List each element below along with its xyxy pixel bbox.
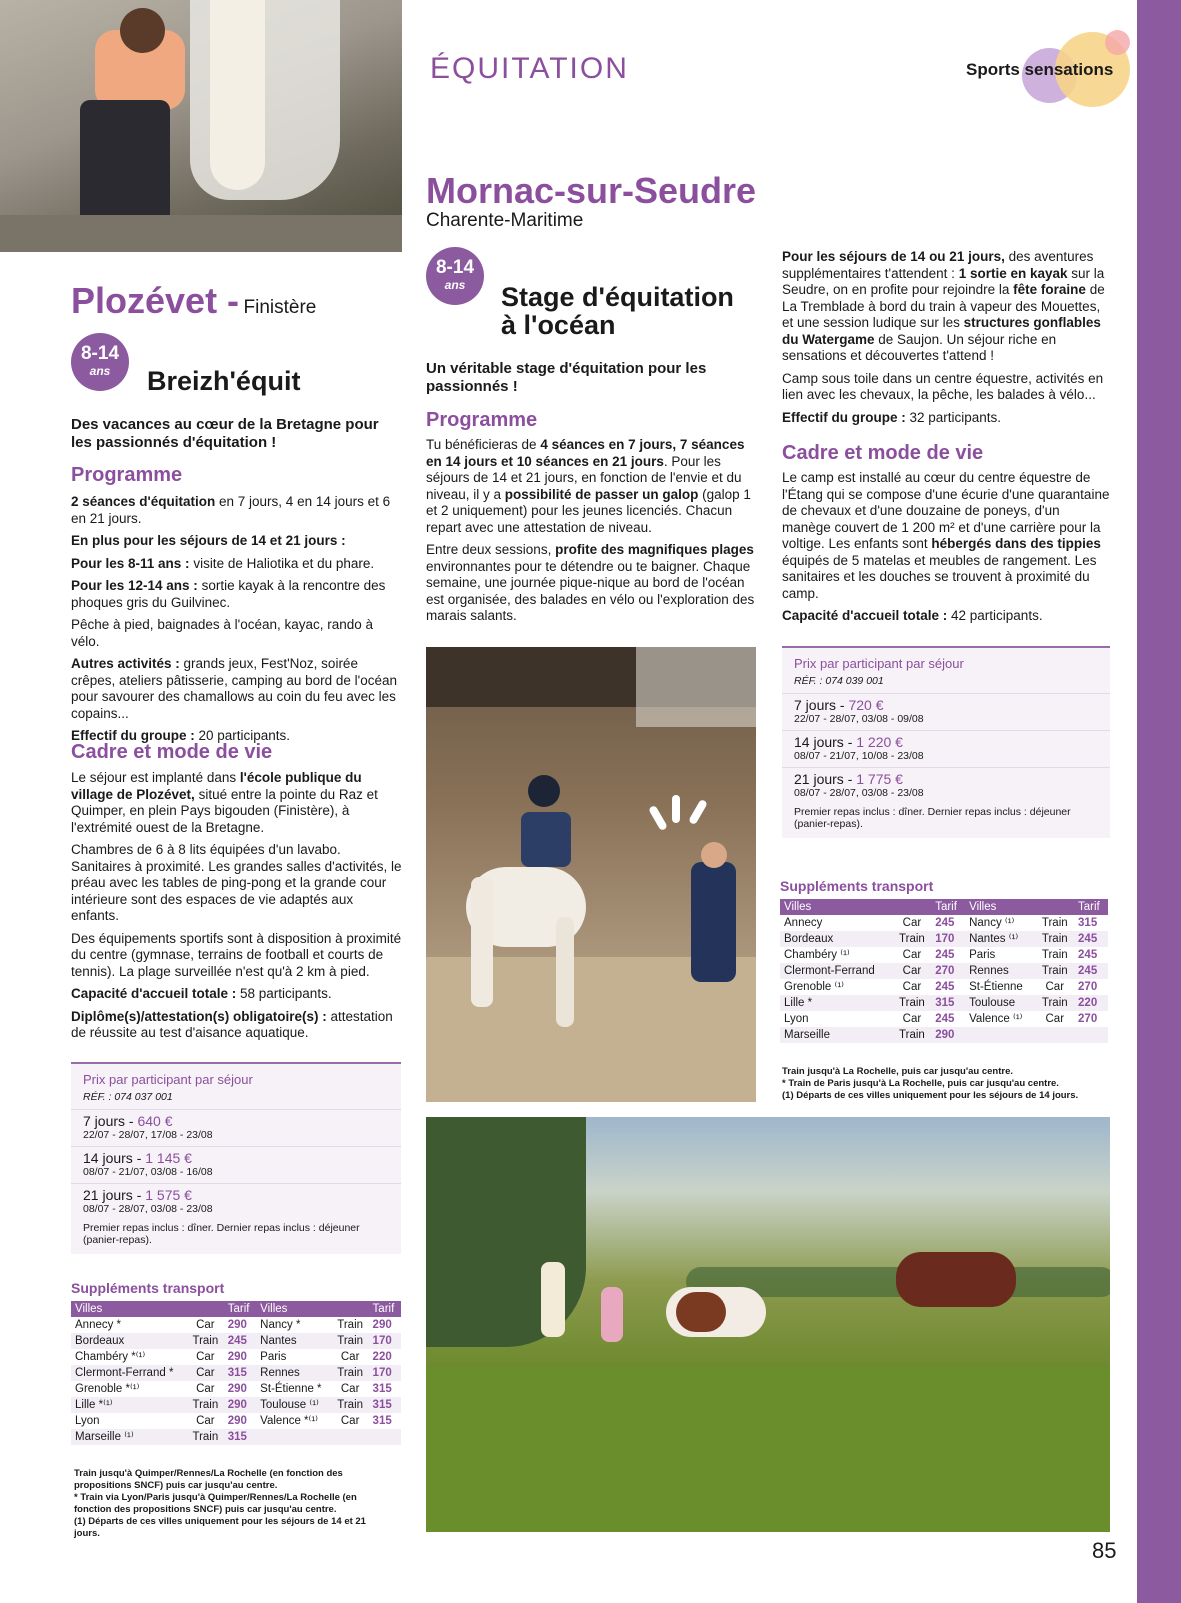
transport-price: 245 xyxy=(1074,963,1108,979)
transport-city: Nancy ⁽¹⁾ xyxy=(969,916,1015,929)
transport-row xyxy=(71,1429,401,1445)
price-duration xyxy=(794,697,1098,713)
price-dates: 22/07 - 28/07, 17/08 - 23/08 xyxy=(83,1129,213,1141)
transport-price: 220 xyxy=(1074,995,1108,1011)
left-transport-title: Suppléments transport xyxy=(71,1280,225,1296)
transport-city: Marseille xyxy=(780,1027,893,1043)
left-heading xyxy=(71,280,316,322)
transport-note: (1) Départs de ces villes uniquement pour les séjours de 14 jours. xyxy=(782,1090,1079,1101)
price-label: 7 jours - xyxy=(83,1113,138,1129)
price-duration xyxy=(794,734,1098,750)
programme-bold: En plus pour les séjours de 14 et 21 jours : xyxy=(71,533,346,548)
transport-city: Lyon xyxy=(784,1012,809,1025)
right-transport-table xyxy=(780,899,1108,1043)
transport-city: St-Étienne xyxy=(969,980,1023,993)
price-header: Prix par participant par séjour xyxy=(83,1072,253,1087)
transport-city: Bordeaux xyxy=(71,1333,187,1349)
programme-text: grands jeux, Fest'Noz, soirée crêpes, ateliers pâtisserie, camping au bord de l'océan pour savourer des chamallows au coin du feu avec les copains... xyxy=(71,656,398,721)
price-value: 1 775 € xyxy=(856,771,903,787)
price-dates: 08/07 - 28/07, 03/08 - 23/08 xyxy=(83,1203,213,1215)
left-region: Finistère xyxy=(243,297,317,318)
price-row xyxy=(782,730,1110,767)
transport-price: 170 xyxy=(931,931,965,947)
transport-mode: Train xyxy=(1036,995,1075,1011)
transport-header xyxy=(1036,899,1075,915)
transport-price: 290 xyxy=(227,1382,247,1395)
left-cadre-title: Cadre et mode de vie xyxy=(71,741,273,763)
transport-price: 170 xyxy=(369,1365,401,1381)
transport-price: 290 xyxy=(224,1397,256,1413)
transport-mode: Car xyxy=(187,1365,224,1381)
transport-header: Villes xyxy=(256,1301,332,1317)
transport-row xyxy=(780,995,1108,1011)
transport-row xyxy=(71,1413,401,1429)
programme-paragraph xyxy=(71,533,403,550)
left-intro: Des vacances au cœur de la Bretagne pour les passionnés d'équitation ! xyxy=(71,416,379,451)
price-label: 21 jours - xyxy=(83,1187,146,1203)
transport-price: 315 xyxy=(1078,916,1098,929)
transport-price: 315 xyxy=(224,1429,256,1445)
transport-price: 270 xyxy=(1078,980,1098,993)
right-transport-notes xyxy=(782,1066,1102,1102)
cadre-paragraph xyxy=(71,842,403,925)
transport-mode: Car xyxy=(196,1350,215,1363)
price-duration xyxy=(83,1150,389,1166)
transport-mode: Train xyxy=(1041,916,1068,929)
left-cadre-text xyxy=(71,770,403,1048)
transport-price: 245 xyxy=(1074,931,1108,947)
right-region: Charente-Maritime xyxy=(426,210,584,231)
programme-bold: Pour les 8-11 ans : xyxy=(71,555,190,571)
transport-price: 245 xyxy=(224,1333,256,1349)
price-dates: 22/07 - 28/07, 03/08 - 09/08 xyxy=(794,713,924,725)
right-programme-text: Tu bénéficieras de 4 séances en 7 jours, 7 séances en 14 jours et 10 séances en 21 jours. Pour les séjours de 14 et 21 jours, en fonction de l'envie et du niveau, il y a possibilité de passer un galop (galop 1 et 2 uniquement) pour les jeunes licenciés. Chacun repart avec une attestation de niveau. Entre deux sessions, profite des magnifiques plages environnantes pour te détendre ou te baigner. Chaque semaine, une journée pique-nique au bord de l'océan est organisée, des balades en vélo ou l'exploration des marais salants. xyxy=(426,437,755,623)
programme-bold: Autres activités : xyxy=(71,656,180,671)
transport-header: Villes xyxy=(71,1301,187,1317)
price-duration xyxy=(794,771,1098,787)
transport-mode: Train xyxy=(187,1333,224,1349)
programme-text: 20 participants. xyxy=(194,728,291,743)
transport-table xyxy=(71,1301,401,1445)
section-title: ÉQUITATION xyxy=(430,52,629,85)
transport-mode: Train xyxy=(332,1365,369,1381)
transport-price: 315 xyxy=(931,995,965,1011)
price-label: 14 jours - xyxy=(83,1150,146,1166)
right-age-badge: 8-14 ans xyxy=(426,247,484,305)
transport-mode: Car xyxy=(196,1318,215,1331)
transport-city: St-Étienne * xyxy=(260,1382,322,1395)
cadre-paragraph xyxy=(71,931,403,981)
transport-mode: Train xyxy=(332,1333,369,1349)
programme-paragraph xyxy=(71,556,403,573)
cadre-bold: Diplôme(s)/attestation(s) obligatoire(s) : xyxy=(71,1008,327,1024)
price-row xyxy=(71,1109,401,1146)
transport-price: 245 xyxy=(935,980,955,993)
right-price-box xyxy=(782,646,1110,838)
transport-city: Chambéry *⁽¹⁾ xyxy=(75,1350,146,1363)
right-extra-text: Pour les séjours de 14 ou 21 jours, des aventures supplémentaires t'attendent : 1 sortie en kayak sur la Seudre, on en profite pour rejoindre la fête foraine de La Tremblade à bord du train à vapeur des Mouettes, et une session ludique sur les structures gonflables du Watergame de Saujon. Un séjour riche en sensations et découvertes t'attend ! Camp sous toile dans un centre équestre, activités en lien avec les chevaux, la pêche, les balades à vélo... Effectif du groupe : 32 participants. xyxy=(782,249,1105,425)
transport-price: 315 xyxy=(372,1414,392,1427)
transport-city: Bordeaux xyxy=(780,931,893,947)
category-tag: Sports sensations xyxy=(966,60,1114,79)
transport-row xyxy=(71,1365,401,1381)
transport-city: Nantes ⁽¹⁾ xyxy=(965,931,1035,947)
price-value: 640 € xyxy=(137,1113,173,1129)
cadre-paragraph xyxy=(71,1009,403,1042)
transport-row xyxy=(71,1333,401,1349)
transport-mode: Car xyxy=(196,1414,215,1427)
transport-price: 290 xyxy=(372,1318,392,1331)
programme-text: sortie kayak à la rencontre des phoques gris du Guilvinec. xyxy=(71,578,386,610)
transport-price: 245 xyxy=(1078,948,1098,961)
programme-text: Pêche à pied, baignades à l'océan, kayac, rando à vélo. xyxy=(71,617,374,649)
right-town: Mornac-sur-Seudre xyxy=(426,170,757,211)
page-edge-band xyxy=(1137,0,1181,1603)
transport-header: Tarif xyxy=(1074,899,1108,915)
price-value: 1 220 € xyxy=(856,734,903,750)
photo-child-riding-indoor-arena xyxy=(426,647,756,1102)
transport-mode: Car xyxy=(1045,1012,1065,1025)
transport-city: Valence *⁽¹⁾ xyxy=(260,1414,319,1427)
programme-paragraph xyxy=(71,617,403,650)
price-label: 14 jours - xyxy=(794,734,857,750)
transport-price: 245 xyxy=(935,916,955,929)
transport-mode: Train xyxy=(332,1397,369,1413)
transport-row xyxy=(780,979,1108,995)
transport-header: Villes xyxy=(965,899,1035,915)
transport-row xyxy=(780,947,1108,963)
transport-price: 290 xyxy=(227,1350,247,1363)
photo-girl-grooming-horse xyxy=(0,0,402,252)
transport-header: Villes xyxy=(780,899,893,915)
price-label: 7 jours - xyxy=(794,697,849,713)
transport-mode: Train xyxy=(337,1318,364,1331)
transport-city: Rennes xyxy=(256,1365,332,1381)
transport-city: Valence ⁽¹⁾ xyxy=(969,1012,1023,1025)
transport-city: Lille *⁽¹⁾ xyxy=(71,1397,187,1413)
transport-row xyxy=(780,931,1108,947)
transport-row xyxy=(71,1381,401,1397)
price-dates: 08/07 - 21/07, 10/08 - 23/08 xyxy=(794,750,924,762)
price-duration xyxy=(83,1187,389,1203)
cadre-paragraph xyxy=(71,986,403,1003)
left-stay-title: Breizh'équit xyxy=(147,366,301,396)
transport-mode: Train xyxy=(187,1397,224,1413)
cadre-text: Le séjour est implanté dans xyxy=(71,770,240,785)
transport-row xyxy=(780,1011,1108,1027)
left-transport-notes xyxy=(74,1468,394,1540)
cadre-text: Des équipements sportifs sont à disposition à proximité du centre (gymnase, terrains de football et courts de tennis). La plage surveillée n'est qu'à 2 km à pied. xyxy=(71,930,402,979)
transport-mode: Car xyxy=(902,948,922,961)
transport-row xyxy=(71,1349,401,1365)
cadre-text: 58 participants. xyxy=(236,986,332,1001)
transport-city: Nancy * xyxy=(260,1318,301,1331)
transport-price: 220 xyxy=(372,1350,392,1363)
transport-mode: Train xyxy=(893,995,932,1011)
transport-city: Grenoble *⁽¹⁾ xyxy=(75,1382,140,1395)
transport-row xyxy=(780,963,1108,979)
transport-mode: Train xyxy=(1036,963,1075,979)
transport-price: 315 xyxy=(224,1365,256,1381)
transport-mode: Car xyxy=(902,1012,922,1025)
transport-mode: Train xyxy=(893,1027,932,1043)
programme-text: en 7 jours, 4 en 14 jours et 6 en 21 jours. xyxy=(71,494,391,526)
transport-note: (1) Départs de ces villes uniquement pour les séjours de 14 et 21 jours. xyxy=(74,1516,366,1539)
cadre-bold: Capacité d'accueil totale : xyxy=(71,986,237,1001)
programme-paragraph xyxy=(71,578,403,611)
right-cadre-text: Le camp est installé au cœur du centre équestre de l'Étang qui se compose d'une écurie d'une quarantaine de chevaux et d'une douzaine de poneys, d'un manège couvert de 1 200 m² et d'une carrière pour la voltige. Les enfants sont hébergés dans des tippies équipés de 5 matelas et meubles de rangement. Les sanitaires et les douches se trouvent à proximité du camp. Capacité d'accueil totale : 42 participants. xyxy=(782,470,1110,623)
transport-city: Grenoble ⁽¹⁾ xyxy=(784,980,844,993)
transport-note: Train jusqu'à Quimper/Rennes/La Rochelle (en fonction des propositions SNCF) puis car jusqu'au centre. xyxy=(74,1468,343,1491)
transport-mode: Train xyxy=(1036,931,1075,947)
transport-price: 290 xyxy=(227,1318,247,1331)
cadre-bold: l'école publique du village de Plozévet, xyxy=(71,770,362,802)
price-value: 1 575 € xyxy=(145,1187,192,1203)
transport-price: 170 xyxy=(369,1333,401,1349)
price-row xyxy=(71,1146,401,1183)
programme-paragraph xyxy=(71,494,403,527)
transport-mode: Car xyxy=(340,1350,360,1363)
right-stay-title: Stage d'équitation à l'océan xyxy=(501,282,734,340)
programme-text: visite de Haliotika et du phare. xyxy=(189,555,375,571)
transport-city: Paris xyxy=(260,1350,287,1363)
tag-circle-pink xyxy=(1105,30,1130,55)
price-row xyxy=(782,767,1110,804)
cadre-text: attestation de réussite au test d'aisance aquatique. xyxy=(71,1008,393,1040)
price-ref: RÉF. : 074 037 001 xyxy=(83,1091,173,1103)
left-price-box xyxy=(71,1062,401,1254)
transport-city: Annecy xyxy=(784,916,823,929)
programme-paragraph xyxy=(71,656,403,722)
transport-mode: Car xyxy=(340,1382,360,1395)
transport-row xyxy=(780,915,1108,931)
transport-mode: Car xyxy=(196,1382,215,1395)
transport-city: Clermont-Ferrand xyxy=(780,963,893,979)
transport-mode: Car xyxy=(340,1414,360,1427)
transport-header xyxy=(893,899,932,915)
transport-city: Rennes xyxy=(965,963,1035,979)
transport-city: Lille * xyxy=(780,995,893,1011)
price-note: Premier repas inclus : dîner. Dernier repas inclus : déjeuner (panier-repas). xyxy=(794,806,1071,830)
price-dates: 08/07 - 28/07, 03/08 - 23/08 xyxy=(794,787,924,799)
transport-table xyxy=(780,899,1108,1043)
cadre-text: situé entre la pointe du Raz et Quimper, en plein Pays bigouden (Finistère), à l'extrémité ouest de la Bretagne. xyxy=(71,786,378,835)
transport-price: 245 xyxy=(935,948,955,961)
price-note: Premier repas inclus : dîner. Dernier repas inclus : déjeuner (panier-repas). xyxy=(83,1222,360,1246)
transport-mode: Car xyxy=(1045,980,1065,993)
transport-price: 245 xyxy=(935,1012,955,1025)
programme-bold: Effectif du groupe : xyxy=(71,728,195,743)
transport-mode: Train xyxy=(1041,948,1068,961)
transport-price: 290 xyxy=(227,1414,247,1427)
transport-row xyxy=(71,1397,401,1413)
transport-mode: Train xyxy=(187,1429,224,1445)
price-header: Prix par participant par séjour xyxy=(794,656,964,671)
transport-city: Marseille ⁽¹⁾ xyxy=(71,1429,187,1445)
transport-row xyxy=(71,1317,401,1333)
right-transport-title: Suppléments transport xyxy=(780,878,934,894)
transport-header: Tarif xyxy=(224,1301,256,1317)
transport-header xyxy=(332,1301,369,1317)
transport-price: 315 xyxy=(372,1382,392,1395)
left-transport-table xyxy=(71,1301,401,1445)
price-label: 21 jours - xyxy=(794,771,857,787)
transport-price: 315 xyxy=(369,1397,401,1413)
transport-note: * Train de Paris jusqu'à La Rochelle, puis car jusqu'au centre. xyxy=(782,1078,1059,1089)
transport-mode: Train xyxy=(893,931,932,947)
left-programme-text xyxy=(71,494,403,751)
transport-mode: Car xyxy=(893,963,932,979)
transport-city: Toulouse ⁽¹⁾ xyxy=(256,1397,332,1413)
transport-city: Chambéry ⁽¹⁾ xyxy=(784,948,850,961)
price-ref: RÉF. : 074 039 001 xyxy=(794,675,884,687)
transport-city: Paris xyxy=(969,948,996,961)
programme-bold: 2 séances d'équitation xyxy=(71,494,216,509)
price-value: 1 145 € xyxy=(145,1150,192,1166)
price-row xyxy=(71,1183,401,1220)
transport-price: 270 xyxy=(1078,1012,1098,1025)
price-row xyxy=(782,693,1110,730)
transport-city: Nantes xyxy=(256,1333,332,1349)
left-programme-title: Programme xyxy=(71,464,183,486)
price-value: 720 € xyxy=(848,697,884,713)
transport-header: Tarif xyxy=(931,899,965,915)
transport-city: Lyon xyxy=(75,1414,100,1427)
transport-city: Toulouse xyxy=(965,995,1035,1011)
transport-note: * Train via Lyon/Paris jusqu'à Quimper/Rennes/La Rochelle (en fonction des propositions SNCF) puis car jusqu'au centre. xyxy=(74,1492,357,1515)
cadre-text: Chambres de 6 à 8 lits équipées d'un lavabo. Sanitaires à proximité. Les grandes salles d'activités, le préau avec les tables de ping-pong et la grande cour intérieure sont des espaces de vie adaptés aux enfants. xyxy=(71,842,402,923)
price-duration xyxy=(83,1113,389,1129)
transport-note: Train jusqu'à La Rochelle, puis car jusqu'au centre. xyxy=(782,1066,1013,1077)
transport-row xyxy=(780,1027,1108,1043)
transport-header xyxy=(187,1301,224,1317)
transport-price: 270 xyxy=(931,963,965,979)
cadre-paragraph xyxy=(71,770,403,836)
right-programme-title: Programme xyxy=(426,409,538,431)
transport-price: 290 xyxy=(931,1027,965,1043)
left-town: Plozévet - xyxy=(71,280,240,321)
right-intro: Un véritable stage d'équitation pour les passionnés ! xyxy=(426,360,707,395)
transport-mode: Car xyxy=(902,980,922,993)
right-cadre-title: Cadre et mode de vie xyxy=(782,442,984,464)
photo-children-horses-meadow xyxy=(426,1117,1110,1532)
transport-city: Annecy * xyxy=(75,1318,122,1331)
transport-city: Clermont-Ferrand * xyxy=(71,1365,187,1381)
page-number: 85 xyxy=(1092,1538,1117,1563)
transport-header: Tarif xyxy=(369,1301,401,1317)
price-dates: 08/07 - 21/07, 03/08 - 16/08 xyxy=(83,1166,213,1178)
programme-bold: Pour les 12-14 ans : xyxy=(71,578,198,593)
left-age-badge: 8-14 ans xyxy=(71,333,129,391)
transport-mode: Car xyxy=(902,916,922,929)
